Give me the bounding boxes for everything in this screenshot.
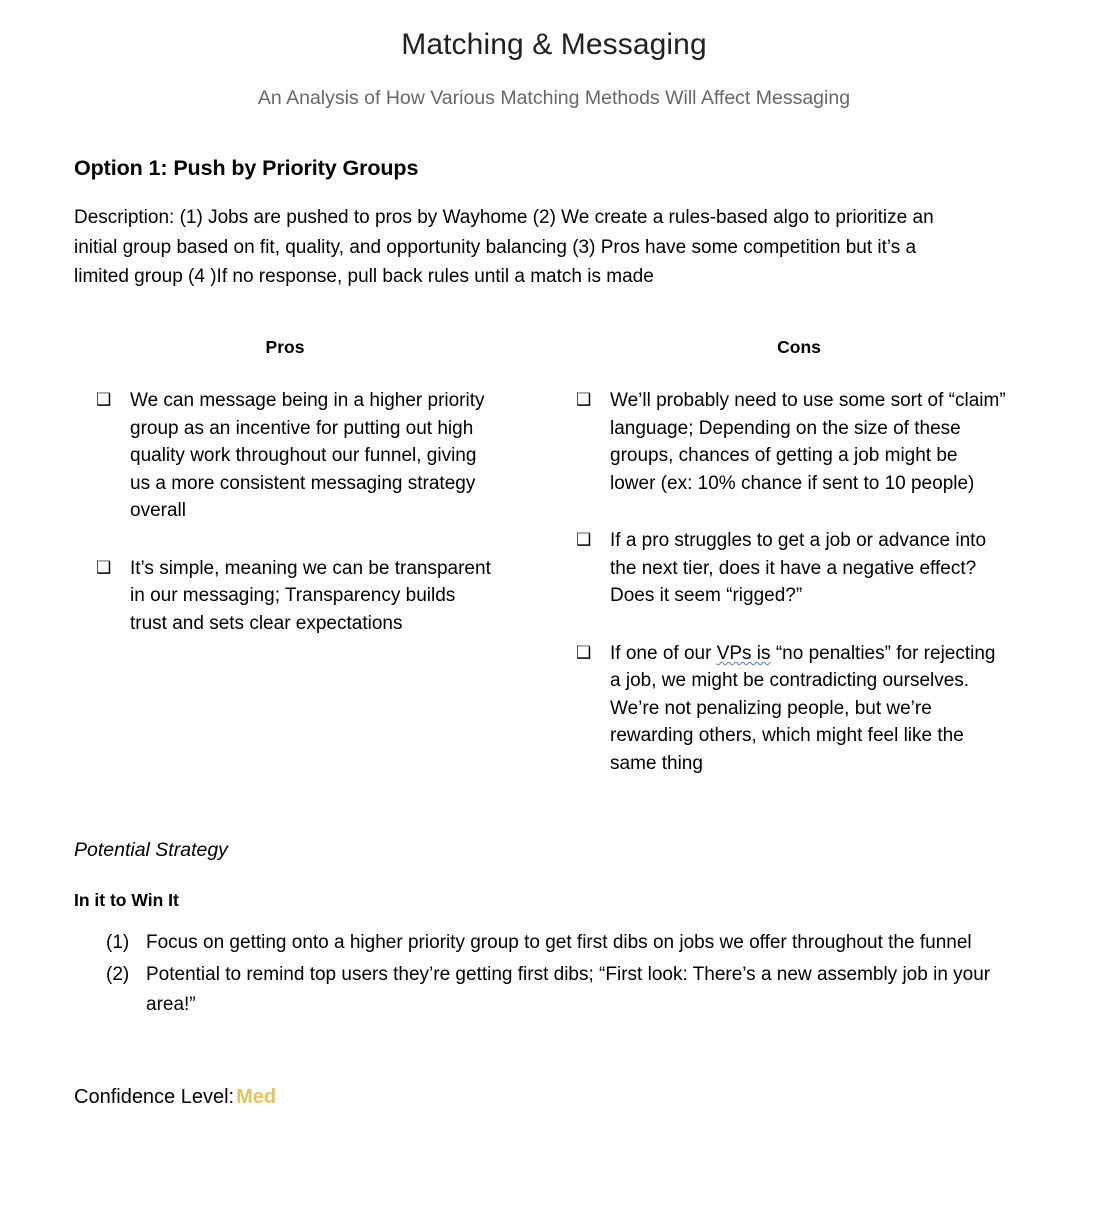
pros-column-header: Pros [265,337,305,358]
checkbox-bullet-icon: ❑ [96,390,112,410]
checkbox-bullet-icon: ❑ [576,390,592,410]
list-item [74,960,1034,1020]
strategy-label: Potential Strategy [74,838,228,861]
list-item [74,928,1034,958]
checkbox-bullet-icon: ❑ [576,530,592,550]
list-item [554,527,1034,610]
confidence-value: Med [236,1085,277,1108]
list-item-text: Potential to remind top users they’re getting first dibs; “First look: There’s a new assembly job in your area!” [146,963,991,1015]
list-marker: (1) [106,931,130,953]
confidence-label: Confidence Level: [74,1085,235,1108]
page-title: Matching & Messaging [401,28,707,61]
list-item-text: If a pro struggles to get a job or advance into the next tier, does it have a negative effect? Does it seem “rigged?” [610,530,987,607]
potential-strategy-section [74,778,1034,1020]
text-suffix: “no penalties” for rejecting a job, we might be contradicting ourselves. We’re not penalizing people, but we’re rewarding others, which might feel like the same thing [610,642,996,775]
list-item-text: It’s simple, meaning we can be transparent in our messaging; Transparency builds trust and sets clear expectations [130,557,491,634]
strategy-list [74,912,1034,1020]
pros-column [74,336,554,777]
spellcheck-misspelled-text[interactable]: VPs is [716,642,771,664]
text-prefix: If one of our [610,642,717,664]
checkbox-bullet-icon: ❑ [576,642,592,662]
checkbox-bullet-icon: ❑ [96,557,112,577]
list-item-text [610,643,996,774]
list-item [74,555,554,638]
list-item-text: We’ll probably need to use some sort of “claim” language; Depending on the size of these groups, chances of getting a job might be lower (ex: 10% chance if sent to 10 people) [610,390,1006,494]
pros-cons-table [74,292,1034,777]
cons-column [554,336,1034,777]
strategy-name: In it to Win It [74,889,179,910]
list-item [554,640,1034,778]
list-item [74,387,554,525]
confidence-level [74,1022,1034,1134]
page-subtitle: An Analysis of How Various Matching Methods Will Affect Messaging [257,86,851,109]
pros-list [74,359,554,637]
list-item-text: We can message being in a higher priority group as an incentive for putting out high quality work throughout our funnel, giving us a more consistent messaging strategy overall [130,390,485,522]
cons-column-header: Cons [777,337,821,358]
list-item-text: Focus on getting onto a higher priority group to get first dibs on jobs we offer throughout the funnel [146,931,972,953]
document-body [0,111,1108,1134]
option-heading: Option 1: Push by Priority Groups [74,155,419,180]
cons-list [554,359,1034,778]
list-item [554,387,1034,497]
list-marker: (2) [106,963,130,985]
option-description: Description: (1) Jobs are pushed to pros by Wayhome (2) We create a rules-based algo to prioritize an initial group based on fit, quality, and opportunity balancing (3) Pros have some competition but it’s a limited group (4 )If no response, pull back rules until a match is made [74,206,934,288]
